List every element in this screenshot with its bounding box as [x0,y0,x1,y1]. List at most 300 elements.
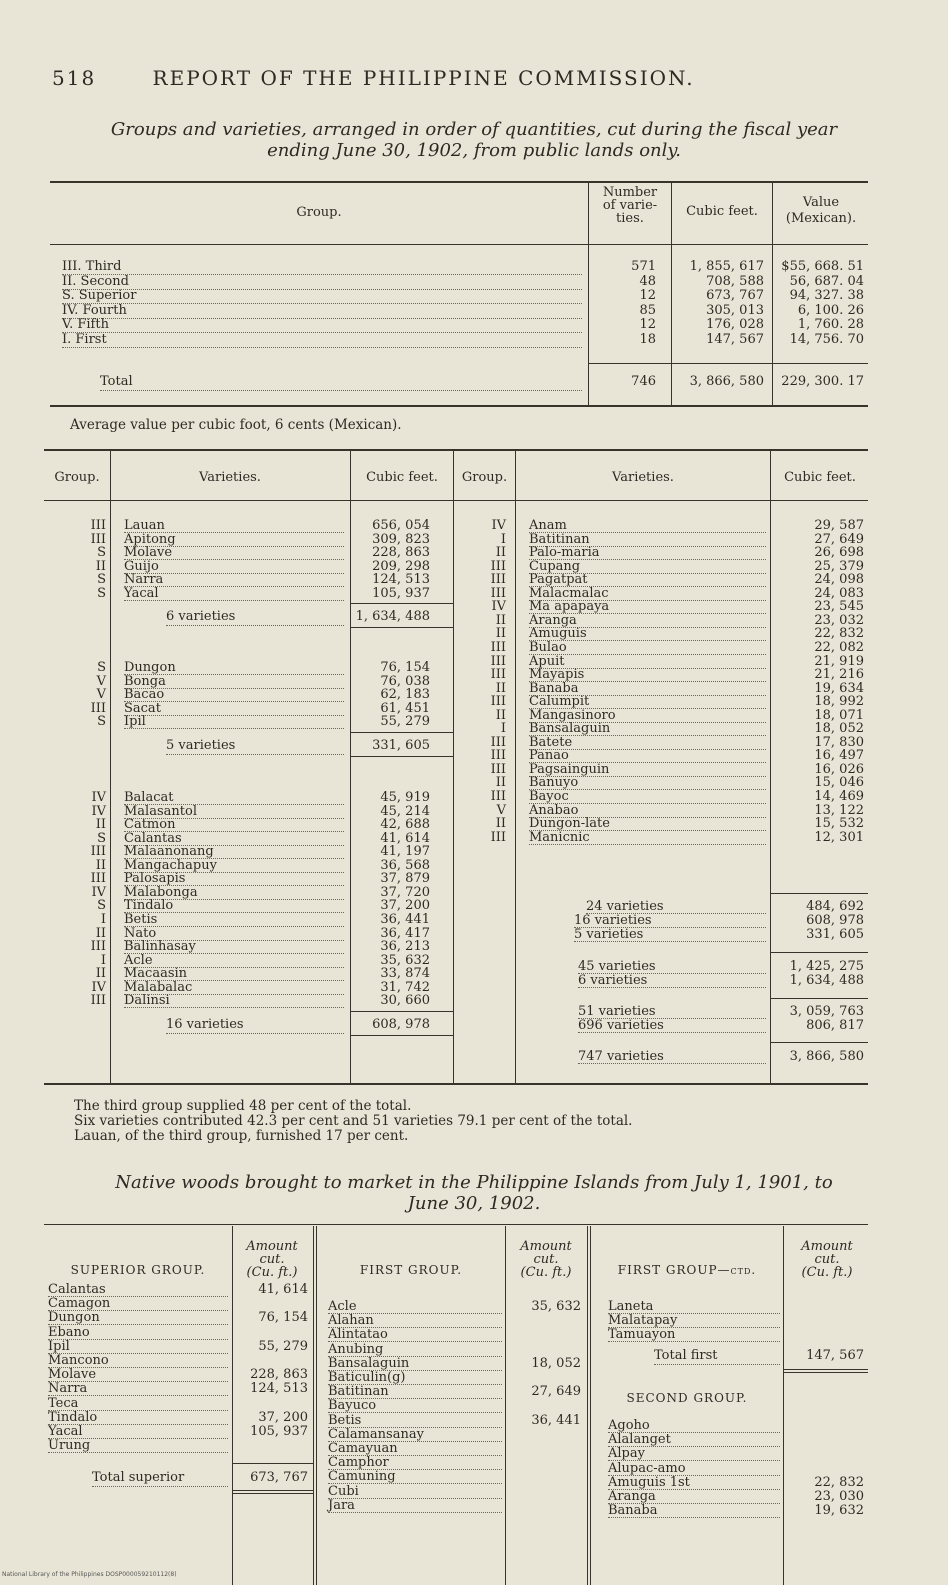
header-amount: (Cu. ft.) [520,1265,572,1280]
row-cubic: 26, 698 [814,545,864,561]
rule [350,732,453,733]
row-cubic: 19, 634 [814,680,864,696]
rule [770,893,868,894]
row-variety: Molave [124,546,344,560]
row-cubic: 18, 052 [814,721,864,737]
row-variety: Palo-maria [529,546,766,560]
group-cubic: 147, 567 [706,331,764,347]
row-group: III [490,585,506,601]
row-group: IV [491,599,506,615]
wood-name: Narra [48,1382,228,1396]
row-group: V [96,673,106,689]
group-varieties: 12 [639,288,656,303]
total-superior-label: Total superior [92,1470,228,1487]
row-group: III [490,734,506,750]
wood-name: Anubing [328,1343,502,1357]
row-cubic: 14, 469 [814,789,864,804]
header-number: Number [602,185,658,200]
running-header [52,66,695,90]
row-group: I [100,952,106,968]
wood-name: Urung [48,1439,228,1453]
subtotal-cubic: 1, 634, 488 [355,609,430,625]
group-name: II. Second [62,275,582,290]
column-rule [453,451,454,1083]
group-cubic: 176, 028 [706,317,764,332]
table1-caption-line1: Groups and varieties, arranged in order of quantities, cut during the fiscal year [110,119,838,140]
rule [232,1493,313,1494]
table3-caption-line2: June 30, 1902. [407,1193,541,1214]
row-group: II [495,775,506,791]
row-variety: Apuit [529,655,766,669]
wood-name: Alalanget [608,1433,780,1447]
row-cubic: 209, 298 [372,558,430,574]
wood-amount: 76, 154 [258,1310,308,1326]
superior-group-header: SUPERIOR GROUP. [70,1263,206,1277]
header-value: (Mexican). [785,211,857,226]
wood-name: Molave [48,1368,228,1382]
subtotal-label: 5 varieties [166,738,344,755]
wood-name: Amuguis 1st [608,1476,780,1490]
rule [44,500,868,501]
row-group: III [90,531,106,547]
row-variety: Aranga [529,614,766,628]
row-cubic: 21, 216 [814,667,864,683]
second-group-header: SECOND GROUP. [626,1391,748,1405]
header-number: of varie- [602,198,658,213]
table1-caption [40,119,908,161]
row-variety: Panao [529,749,766,763]
row-cubic: 24, 098 [814,572,864,588]
header-amount: (Cu. ft.) [246,1265,298,1280]
summary-label: 696 varieties [578,1019,766,1033]
column-rule [587,1226,588,1585]
column-rule [515,451,516,1083]
row-variety: Cupang [529,560,766,574]
subtotal-cubic: 608, 978 [372,1016,430,1032]
rule [588,363,868,364]
wood-name: Dungon [48,1311,228,1325]
header-varieties: Varieties. [612,470,674,485]
summary-label: 16 varieties [574,914,766,928]
wood-name: Bayuco [328,1399,502,1413]
wood-name: Yacal [48,1425,228,1439]
group-varieties: 12 [639,317,656,332]
row-group: V [496,802,506,818]
row-cubic: 45, 214 [380,803,430,819]
summary-label: 747 varieties [578,1050,766,1064]
column-rule [232,1226,233,1585]
row-cubic: 36, 417 [380,925,430,941]
wood-name: Aranga [608,1490,780,1504]
column-rule [783,1226,784,1585]
rule [44,449,868,451]
row-cubic: 16, 497 [814,748,864,764]
row-variety: Anam [529,519,766,533]
column-rule [588,183,589,407]
column-rule [772,183,773,407]
row-variety: Narra [124,573,344,587]
row-variety: Ipil [124,715,344,729]
summary-cubic: 331, 605 [806,927,864,942]
row-cubic: 76, 038 [380,673,430,689]
rule [350,627,453,628]
row-cubic: 105, 937 [372,585,430,601]
note-2: Six varieties contributed 42.3 per cent and 51 varieties 79.1 per cent of the total. [74,1113,633,1129]
row-cubic: 16, 026 [814,761,864,777]
wood-amount: 27, 649 [531,1384,581,1400]
table3-caption [40,1172,908,1214]
row-cubic: 36, 213 [380,939,430,955]
rule [783,1372,868,1373]
header-amount: (Cu. ft.) [801,1265,853,1280]
wood-name: Calamansanay [328,1428,502,1442]
scan-footer: National Library of the Philippines DOSP000059210112(8) [2,1571,177,1578]
row-variety: Bayoc [529,790,766,804]
row-variety: Calumpit [529,695,766,709]
row-group: III [490,761,506,777]
row-cubic: 37, 720 [380,884,430,900]
header-group: Group. [296,205,342,220]
wood-name: Calantas [48,1283,228,1297]
row-cubic: 29, 587 [814,518,864,533]
wood-amount: 23, 030 [814,1489,864,1504]
header-cubic: Cubic feet. [366,470,438,485]
row-group: S [97,585,106,601]
row-cubic: 55, 279 [380,714,430,730]
running-head-title: REPORT OF THE PHILIPPINE COMMISSION. [152,66,695,90]
row-variety: Calantas [124,832,344,846]
row-variety: Bonga [124,675,344,689]
row-cubic: 18, 992 [814,694,864,710]
wood-name: Tindalo [48,1411,228,1425]
row-variety: Sacat [124,702,344,716]
row-group: III [490,653,506,669]
header-cubic: Cubic feet. [784,470,856,485]
first-group-ctd-header: FIRST GROUP—ctd. [617,1263,757,1277]
row-variety: Mangasinoro [529,709,766,723]
row-cubic: 37, 200 [380,898,430,914]
rule [44,1224,868,1225]
group-name: I. First [62,333,582,348]
summary-label: 45 varieties [578,960,766,974]
row-cubic: 31, 742 [380,979,430,995]
summary-cubic: 1, 425, 275 [789,959,864,974]
group-value: 94, 327. 38 [789,288,864,303]
summary-label: 24 varieties [586,900,766,914]
row-cubic: 35, 632 [380,952,430,968]
group-value: 56, 687. 04 [789,273,864,289]
row-cubic: 228, 863 [372,545,430,561]
wood-amount: 18, 052 [531,1355,581,1371]
first-group-header: FIRST GROUP. [359,1263,463,1277]
wood-name: Baticulin(g) [328,1371,502,1385]
subtotal-label: 16 varieties [166,1017,344,1034]
header-number: ties. [616,211,644,226]
wood-name: Betis [328,1414,502,1428]
row-group: IV [91,884,106,900]
wood-name: Bansalaguin [328,1357,502,1371]
wood-amount: 19, 632 [814,1503,864,1519]
wood-name: Camphor [328,1456,502,1470]
row-cubic: 12, 301 [814,829,864,845]
row-variety: Yacal [124,587,344,601]
column-rule [316,1226,317,1585]
row-variety: Malabalac [124,981,344,995]
row-variety: Nato [124,927,344,941]
wood-amount: 35, 632 [531,1299,581,1314]
rule [50,405,868,407]
header-amount: cut. [533,1252,559,1267]
row-group: III [490,748,506,764]
row-group: II [495,612,506,628]
group-value: $55, 668. 51 [781,259,864,274]
rule [350,1011,453,1012]
row-group: S [97,830,106,846]
row-variety: Betis [124,913,344,927]
subtotal-cubic: 331, 605 [372,737,430,753]
row-group: III [490,558,506,574]
row-variety: Catmon [124,818,344,832]
wood-name: Agoho [608,1419,780,1433]
header-amount: cut. [259,1252,285,1267]
row-group: II [95,817,106,833]
row-variety: Apitong [124,533,344,547]
row-group: II [495,707,506,723]
row-variety: Palosapis [124,872,344,886]
group-cubic: 673, 767 [706,288,764,303]
row-cubic: 656, 054 [372,518,430,533]
group-name: III. Third [62,260,582,275]
group-value: 1, 760. 28 [797,317,864,332]
wood-name: Camagon [48,1297,228,1311]
row-variety: Banuyo [529,776,766,790]
row-group: II [495,680,506,696]
total-value: 229, 300. 17 [781,374,864,389]
summary-cubic: 806, 817 [806,1018,864,1033]
column-rule [770,451,771,1083]
row-variety: Bulao [529,641,766,655]
row-variety: Lauan [124,519,344,533]
row-variety: Balinhasay [124,940,344,954]
wood-amount: 37, 200 [258,1409,308,1425]
row-variety: Dungon [124,661,344,675]
rule [232,1490,313,1491]
row-cubic: 309, 823 [372,531,430,547]
group-name: S. Superior [62,289,582,304]
wood-name: Alintatao [328,1328,502,1342]
row-group: II [95,857,106,873]
row-cubic: 17, 830 [814,734,864,750]
header-amount: cut. [814,1252,840,1267]
wood-name: Ebano [48,1326,228,1340]
row-variety: Guijo [124,560,344,574]
row-group: I [500,531,506,547]
row-cubic: 23, 545 [814,599,864,615]
summary-label: 5 varieties [574,928,766,942]
group-cubic: 708, 588 [706,273,764,289]
row-cubic: 41, 197 [380,844,430,860]
row-variety: Ma apapaya [529,600,766,614]
row-cubic: 30, 660 [380,993,430,1009]
average-note: Average value per cubic foot, 6 cents (Mexican). [70,417,402,433]
column-rule [313,1226,314,1585]
wood-name: Alpay [608,1447,780,1461]
row-group: III [490,639,506,655]
row-group: IV [491,518,506,533]
summary-cubic: 1, 634, 488 [789,973,864,988]
column-rule [505,1226,506,1585]
group-varieties: 85 [639,302,656,318]
row-group: III [90,844,106,860]
row-group: III [490,667,506,683]
row-group: IV [91,790,106,805]
row-variety: Batitinan [529,533,766,547]
total-cubic: 3, 866, 580 [689,374,764,389]
group-varieties: 571 [631,259,656,274]
group-name: IV. Fourth [62,304,582,319]
row-cubic: 33, 874 [380,966,430,982]
rule [44,1083,868,1085]
wood-name: Mancono [48,1354,228,1368]
row-variety: Acle [124,954,344,968]
row-group: III [90,700,106,716]
row-cubic: 124, 513 [372,572,430,588]
row-variety: Balacat [124,791,344,805]
summary-cubic: 3, 059, 763 [789,1004,864,1019]
row-group: III [90,993,106,1009]
column-rule [590,1226,591,1585]
rule [232,1463,313,1464]
row-variety: Tindalo [124,899,344,913]
rule [50,181,868,183]
row-variety: Malabonga [124,886,344,900]
row-group: III [490,572,506,588]
wood-name: Ipil [48,1340,228,1354]
row-variety: Mangachapuy [124,859,344,873]
header-amount: Amount [520,1239,572,1254]
row-cubic: 22, 832 [814,626,864,642]
row-group: II [495,626,506,642]
row-variety: Macaasin [124,967,344,981]
row-group: III [490,789,506,804]
row-group: V [96,687,106,703]
total-first: 147, 567 [806,1348,864,1363]
total-varieties: 746 [631,374,656,389]
row-variety: Pagatpat [529,573,766,587]
row-group: S [97,545,106,561]
wood-name: Acle [328,1300,502,1314]
note-1: The third group supplied 48 per cent of the total. [74,1098,412,1114]
rule [770,952,868,953]
wood-amount: 124, 513 [250,1381,308,1397]
row-group: IV [91,803,106,819]
row-cubic: 41, 614 [380,830,430,846]
group-value: 6, 100. 26 [797,302,864,318]
wood-name: Banaba [608,1504,780,1518]
table1-caption-line2: ending June 30, 1902, from public lands only. [267,140,681,161]
row-group: S [97,898,106,914]
row-group: II [95,966,106,982]
row-variety: Anabao [529,804,766,818]
wood-name: Alupac-amo [608,1462,780,1476]
summary-cubic: 608, 978 [806,913,864,928]
subtotal-label: 6 varieties [166,609,344,626]
wood-name: Batitinan [328,1385,502,1399]
wood-amount: 105, 937 [250,1424,308,1439]
row-group: S [97,572,106,588]
row-group: III [90,939,106,955]
header-value: Value [802,195,840,210]
header-cubic: Cubic feet. [686,204,758,219]
row-variety: Pagsainguin [529,763,766,777]
row-group: III [90,871,106,887]
row-group: I [500,721,506,737]
row-cubic: 42, 688 [380,817,430,833]
row-group: II [495,816,506,832]
table3-caption-line1: Native woods brought to market in the Philippine Islands from July 1, 1901, to [115,1172,833,1193]
summary-cubic: 484, 692 [806,899,864,914]
row-variety: Manicnic [529,831,766,845]
row-cubic: 25, 379 [814,558,864,574]
row-variety: Amuguis [529,627,766,641]
row-cubic: 27, 649 [814,531,864,547]
rule [770,998,868,999]
group-varieties: 18 [639,331,656,347]
wood-name: Teca [48,1397,228,1411]
group-cubic: 305, 013 [706,302,764,318]
row-group: II [495,545,506,561]
row-variety: Dungon-late [529,817,766,831]
row-group: III [490,694,506,710]
row-variety: Malasantol [124,805,344,819]
total-first-label: Total first [654,1348,780,1365]
group-varieties: 48 [639,273,656,289]
row-cubic: 22, 082 [814,639,864,655]
row-cubic: 24, 083 [814,585,864,601]
wood-name: Alahan [328,1314,502,1328]
row-cubic: 15, 532 [814,816,864,832]
row-cubic: 21, 919 [814,653,864,669]
header-group: Group. [461,470,508,485]
column-rule [350,451,351,1083]
row-variety: Dalinsi [124,994,344,1008]
row-cubic: 36, 441 [380,911,430,927]
row-cubic: 15, 046 [814,775,864,791]
total-superior: 673, 767 [250,1470,308,1485]
row-variety: Bacao [124,688,344,702]
row-cubic: 45, 919 [380,790,430,805]
row-group: II [95,558,106,574]
row-variety: Mayapis [529,668,766,682]
wood-name: Camuning [328,1470,502,1484]
header-group: Group. [54,470,100,485]
row-group: IV [91,979,106,995]
rule [770,1042,868,1043]
wood-amount: 22, 832 [814,1474,864,1490]
row-cubic: 61, 451 [380,700,430,716]
wood-amount: 55, 279 [258,1338,308,1354]
wood-amount: 228, 863 [250,1367,308,1383]
row-variety: Malaanonang [124,845,344,859]
column-rule [110,451,111,1083]
row-variety: Malacmalac [529,587,766,601]
summary-cubic: 3, 866, 580 [789,1049,864,1064]
row-group: S [97,660,106,675]
wood-name: Cubi [328,1485,502,1499]
wood-name: Jara [328,1499,502,1513]
wood-name: Camayuan [328,1442,502,1456]
rule [350,756,453,757]
